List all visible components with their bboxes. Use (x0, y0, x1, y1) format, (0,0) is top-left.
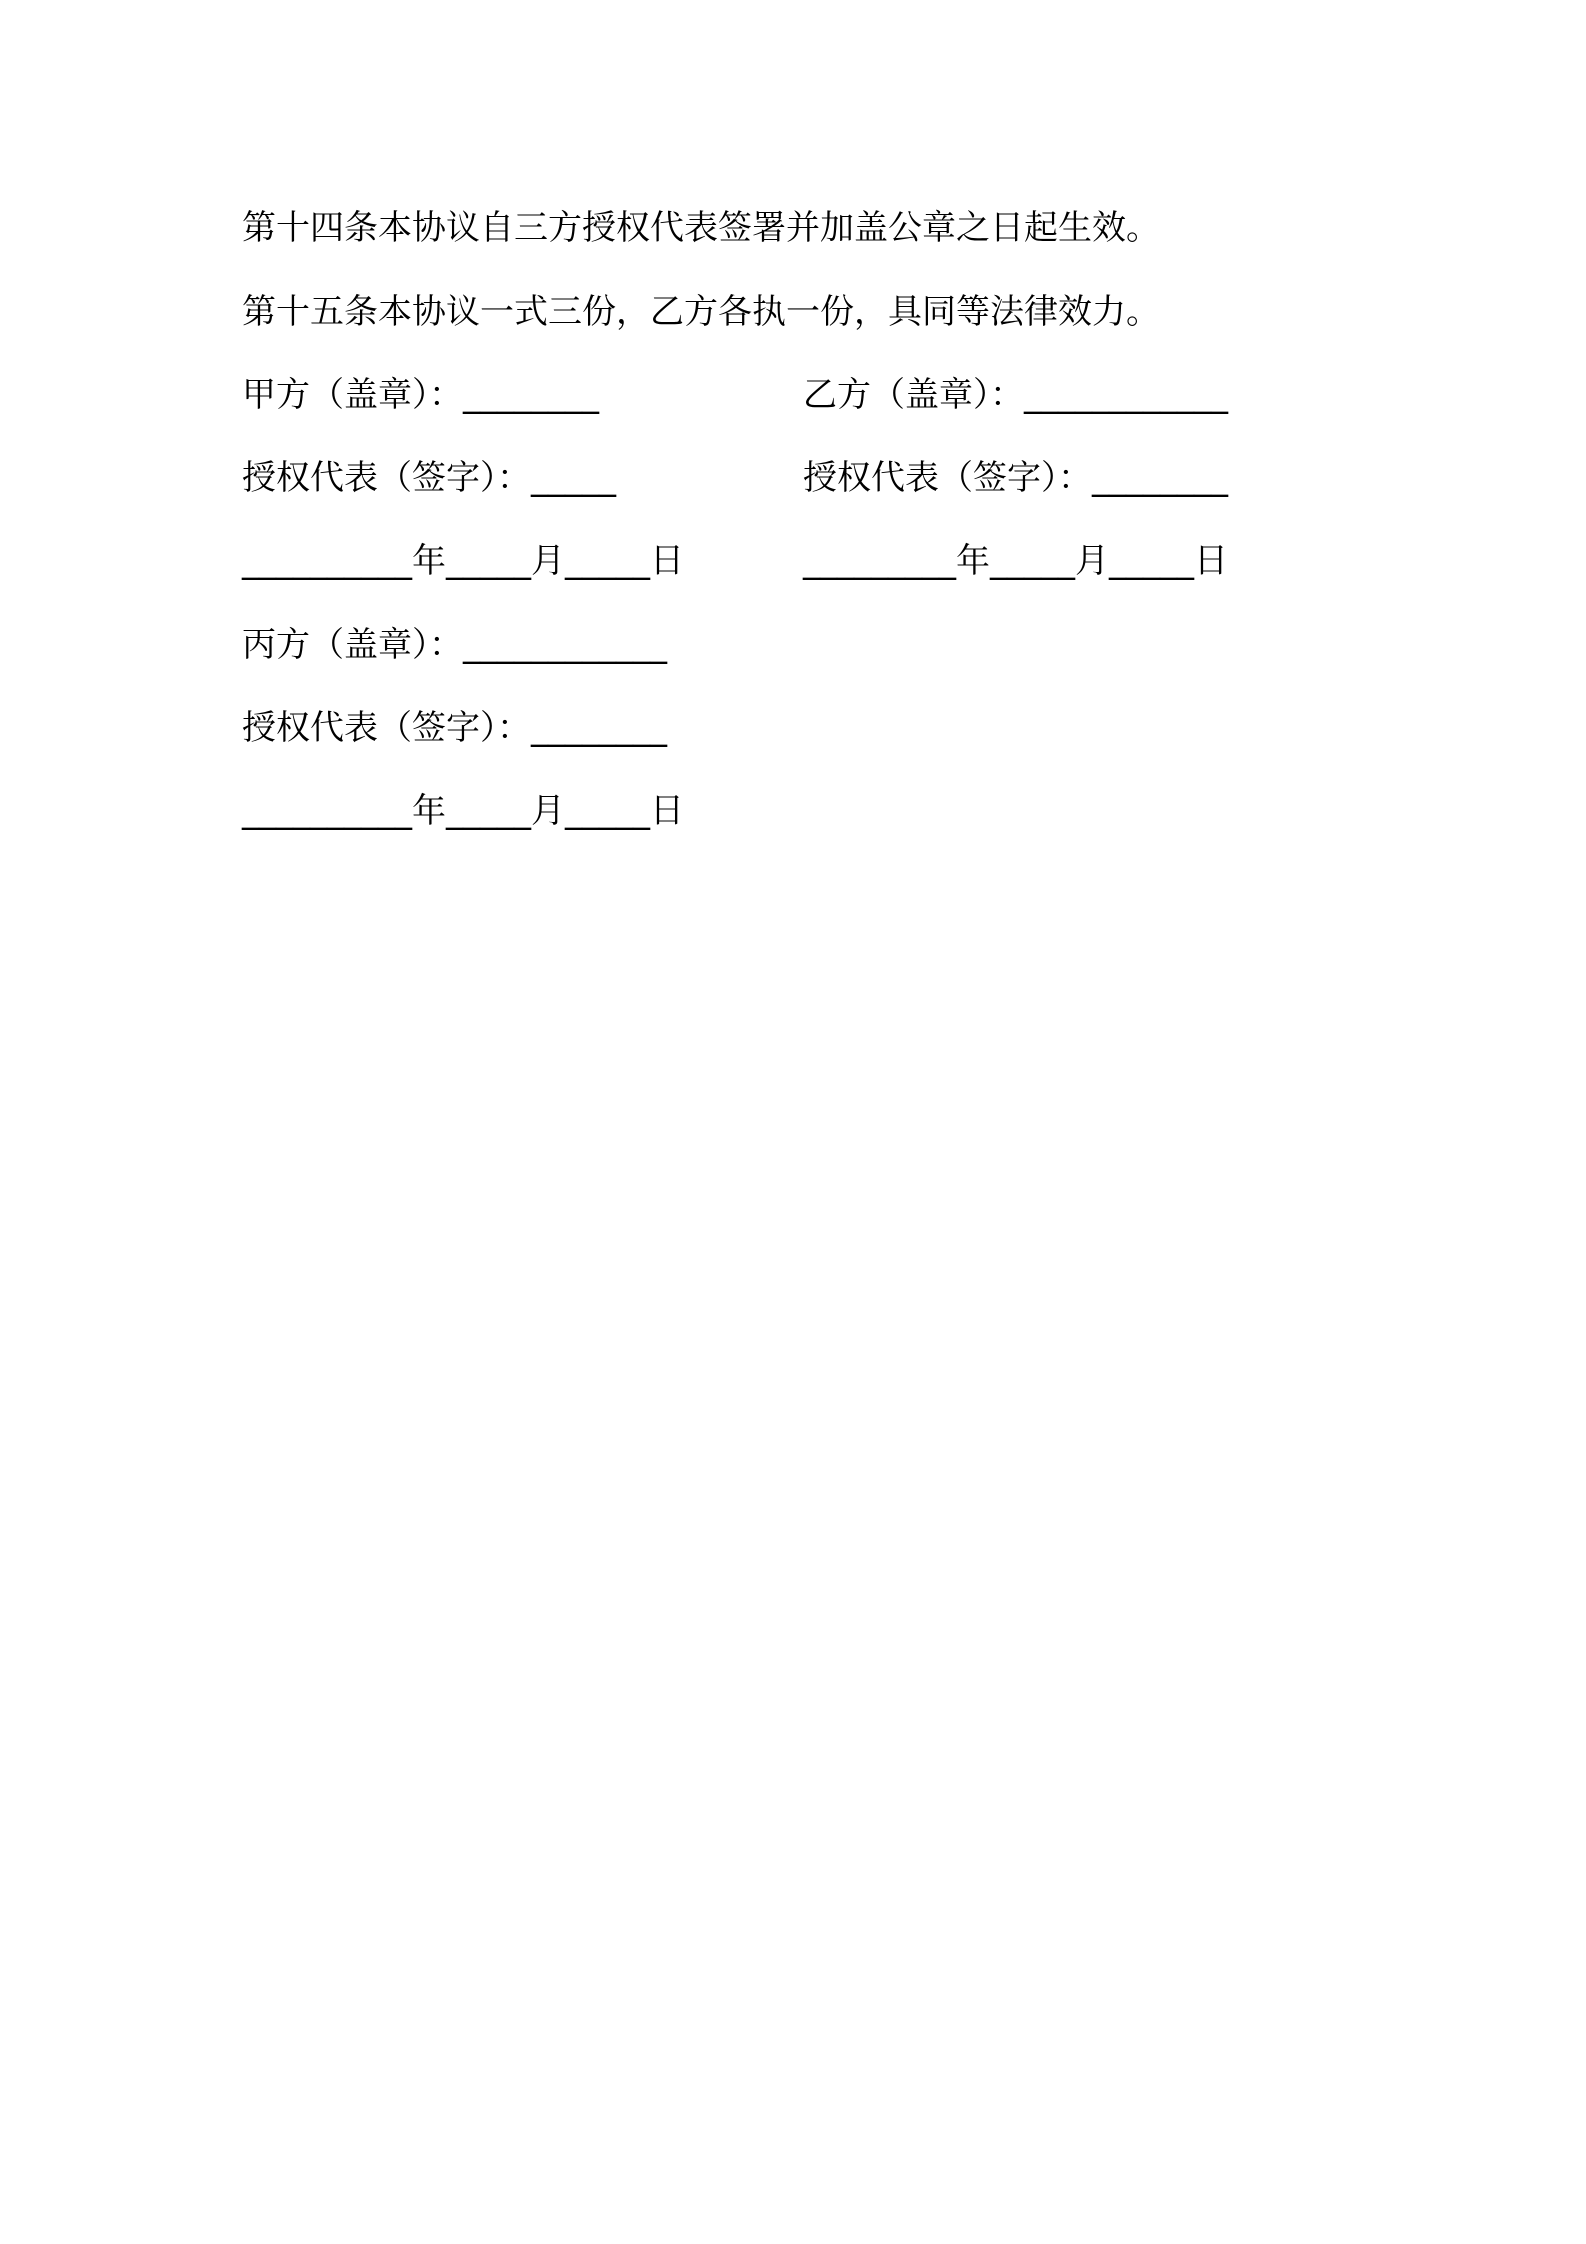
party-c-date: __________年_____月_____日 (242, 791, 684, 831)
party-c-signature: 授权代表（签字）：________ (242, 708, 667, 748)
party-b-seal: 乙方（盖章）：____________ (803, 375, 1228, 415)
party-b-date: _________年_____月_____日 (803, 541, 1228, 581)
clause-15: 第十五条本协议一式三份，乙方各执一份，具同等法律效力。 (242, 292, 1160, 332)
party-a-signature: 授权代表（签字）：_____ (242, 458, 616, 498)
party-c-seal: 丙方（盖章）：____________ (242, 625, 667, 665)
party-a-date: __________年_____月_____日 (242, 541, 684, 581)
party-a-seal: 甲方（盖章）：________ (242, 375, 599, 415)
party-b-signature: 授权代表（签字）：________ (803, 458, 1228, 498)
clause-14: 第十四条本协议自三方授权代表签署并加盖公章之日起生效。 (242, 208, 1160, 248)
